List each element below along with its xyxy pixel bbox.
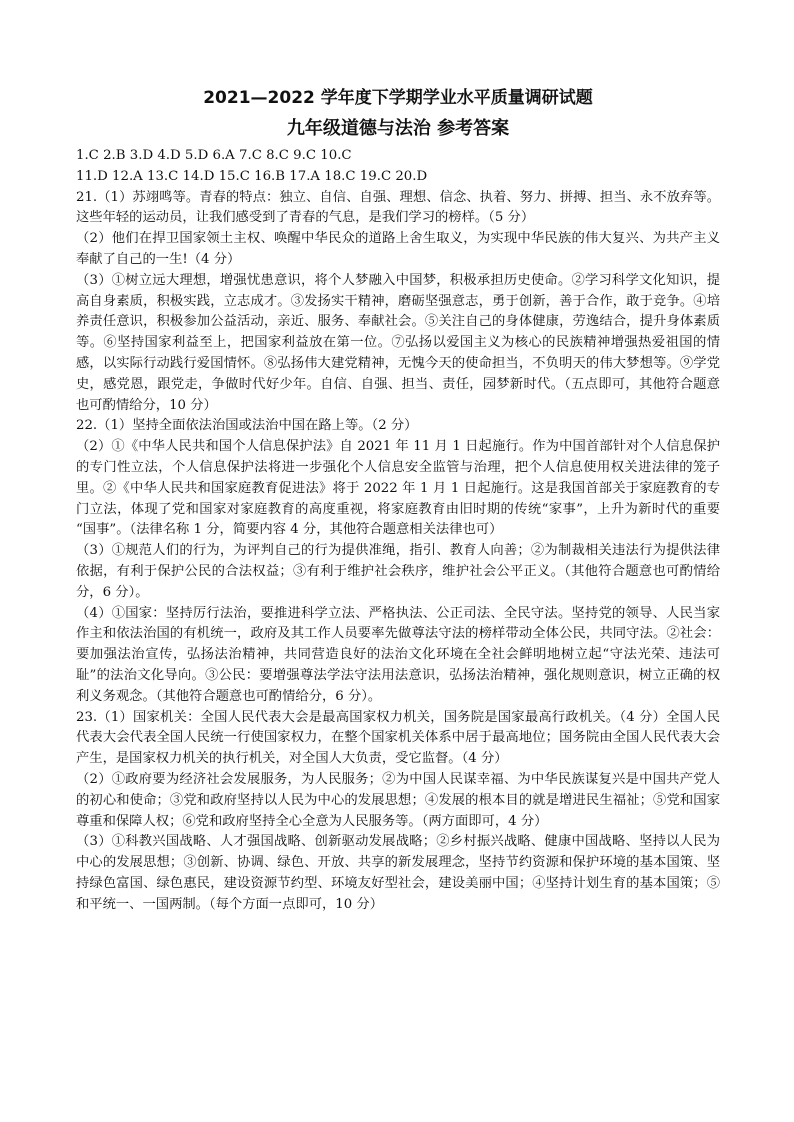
page-subtitle: 九年级道德与法治 参考答案 <box>286 118 510 139</box>
q22-part1: 22.（1）坚持全面依法治国或法治中国在路上等。（2 分） <box>76 418 418 434</box>
q23-part2: （2）①政府要为经济社会发展服务，为人民服务；②为中国人民谋幸福、为中华民族谋复兴是中国共产党人的初心和使命；③党和政府坚持以人民为中心的发展思想；④发展的根本目的就是增进民生福祉；⑤党和国家尊重和保障人权；⑥党和政府坚持全心全意为人民服务等。（两方面即可，4 分） <box>76 771 720 829</box>
q22-part4: （4）①国家：坚持厉行法治，要推进科学立法、严格执法、公正司法、全民守法。坚持党的领导、人民当家作主和依法治国的有机统一，政府及其工作人员要率先做尊法守法的榜样带动全体公民，共同守法。②社会：要加强法治宣传，弘扬法治精神，共同营造良好的法治文化环境在全社会鲜明地树立起“守法光荣、违法可耻”的法治文化导向。③公民：要增强尊法学法守法用法意识，弘扬法治精神，强化规则意识，树立正确的权利义务观念。（其他符合题意也可酌情给分，6 分）。 <box>76 605 720 704</box>
choice-answers-row-1: 1.C 2.B 3.D 4.D 5.D 6.A 7.C 8.C 9.C 10.C <box>76 148 352 163</box>
q21-part2: （2）他们在捍卫国家领土主权、唤醒中华民众的道路上舍生取义，为实现中华民族的伟大复兴、为共产主义奉献了自己的一生!（4 分） <box>76 231 720 267</box>
q21-part3: （3）①树立远大理想，增强忧患意识，将个人梦融入中国梦，积极承担历史使命。②学习科学文化知识，提高自身素质，积极实践，立志成才。③发扬实干精神，磨砺坚强意志，勇于创新，善于合作，敢于竞争。④培养责任意识，积极参加公益活动，亲近、服务、奉献社会。⑤关注自己的身体健康，劳逸结合，提升身体素质等。⑥坚持国家利益至上，把国家利益放在第一位。⑦弘扬以爱国主义为核心的民族精神增强热爱祖国的情感，以实际行动践行爱国情怀。⑧弘扬伟大建党精神，无愧今天的使命担当，不负明天的伟大梦想等。⑨学党史，感党恩，跟党走，争做时代好少年。自信、自强、担当、责任，园梦新时代。（五点即可，其他符合题意也可酌情给分，10 分） <box>76 272 720 413</box>
page-title: 2021—2022 学年度下学期学业水平质量调研试题 <box>203 88 593 108</box>
q21-part1: 21.（1）苏翊鸣等。青春的特点：独立、自信、自强、理想、信念、执着、努力、拼搏、担当、永不放弃等。这些年轻的运动员，让我们感受到了青春的气息，是我们学习的榜样。（5 分） <box>76 189 720 226</box>
answer-sheet <box>76 86 720 915</box>
q23-part3: （3）①科教兴国战略、人才强国战略、创新驱动发展战略；②乡村振兴战略、健康中国战略、坚持以人民为中心的发展思想；③创新、协调、绿色、开放、共享的新发展理念，坚持节约资源和保护环境的基本国策、坚持绿色富国、绿色惠民，建设资源节约型、环境友好型社会，建设美丽中国；④坚持计划生育的基本国策；⑤和平统一、一国两制。（每个方面一点即可，10 分） <box>76 834 720 912</box>
q23-part1: 23.（1）国家机关：全国人民代表大会是最高国家权力机关，国务院是国家最高行政机关。（4 分）全国人民代表大会代表全国人民统一行使国家权力，在整个国家机关体系中居于最高地位；国务院由全国人民代表大会产生，是国家权力机关的执行机关，对全国人大负责，受它监督。（4 分） <box>76 709 720 767</box>
q22-part3: （3）①规范人们的行为，为评判自己的行为提供准绳，指引、教育人向善；②为制裁相关违法行为提供法律依据，有利于保护公民的合法权益；③有利于维护社会秩序，维护社会公平正义。（其他符合题意也可酌情给分，6 分）。 <box>76 543 720 600</box>
q22-part2: （2）①《中华人民共和国个人信息保护法》自 2021 年 11 月 1 日起施行。作为中国首部针对个人信息保护的专门性立法，个人信息保护法将进一步强化个人信息安全监管与治理，把个人信息使用权关进法律的笼子里。②《中华人民共和国家庭教育促进法》将于 2022 年 1 月 1 日起施行。这是我国首部关于家庭教育的专门立法，体现了党和国家对家庭教育的高度重视，将家庭教育由旧时期的传统“家事”，上升为新时代的重要 “国事”。（法律名称 1 分，简要内容 4 分，其他符合题意相关法律也可） <box>76 439 720 538</box>
choice-answers-row-2: 11.D 12.A 13.C 14.D 15.C 16.B 17.A 18.C 19.C 20.D <box>76 168 428 184</box>
